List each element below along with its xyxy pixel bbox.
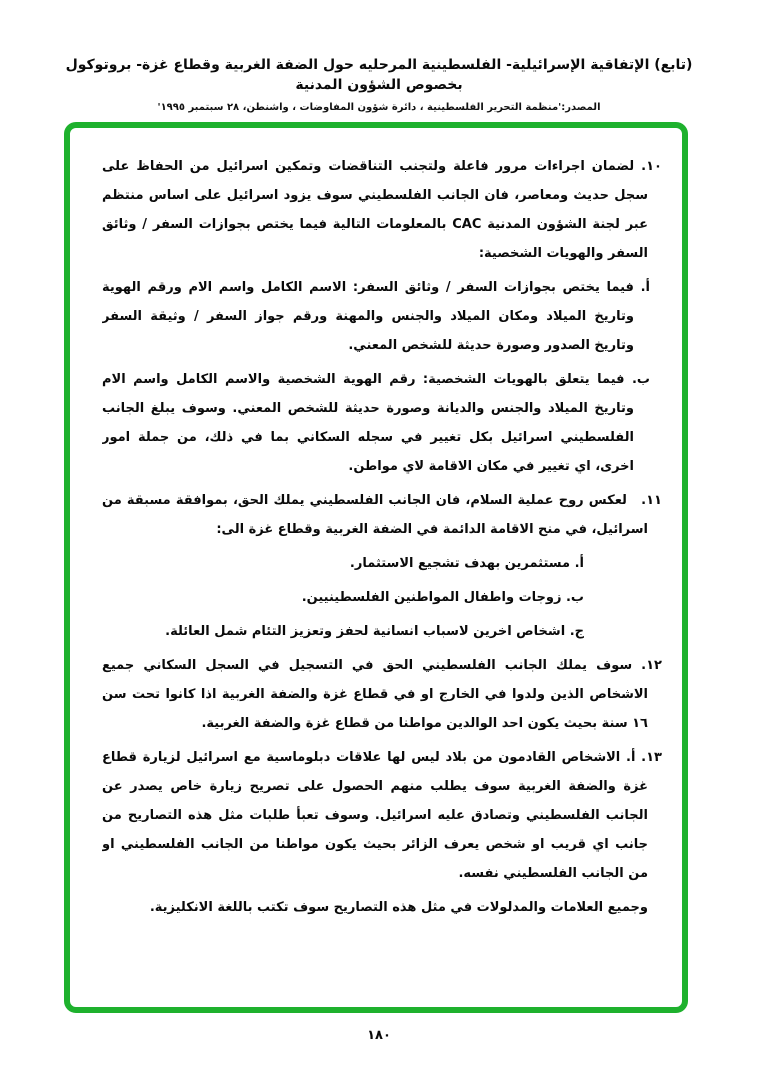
paragraph-item-11-b: ب. زوجات واطفال المواطنين الفلسطينيين. xyxy=(301,590,584,605)
paragraph-item-11-c: ج. اشخاص اخرين لاسباب انسانية لحفز وتعزيز التئام شمل العائلة. xyxy=(165,624,584,639)
document-source-line: المصدر:'منظمة التحرير الفلسطينية ، دائرة شؤون المفاوضات ، واشنطن، ٢٨ سبتمبر ١٩٩٥' xyxy=(157,102,601,114)
page-number: ١٨٠ xyxy=(367,1028,391,1043)
green-border-frame xyxy=(64,122,688,1013)
paragraph-item-10-a: أ. فيما يختص بجوازات السفر / وثائق السفر: الاسم الكامل واسم الام ورقم الهوية وتاريخ الميلاد ومكان الميلاد والجنس والمهنة ورقم جواز السفر / وثيقة السفر وتاريخ الصدور وصورة حديثة للشخص المعني. xyxy=(102,280,650,353)
paragraph-item-13: ١٣. أ. الاشخاص القادمون من بلاد ليس لها علاقات دبلوماسية مع اسرائيل لزيارة قطاع غزة والضفة الغربية سوف يطلب منهم الحصول على تصريح زيارة خاص يصدر عن الجانب الفلسطيني وتصادق عليه اسرائيل. وسوف تعبأ طلبات مثل هذه التصاريح من جانب اي قريب او شخص يعرف الزائر بحيث يكون مواطنا من الجانب الفلسطيني او من الجانب الفلسطيني نفسه. xyxy=(102,750,662,881)
paragraph-item-10-b: ب. فيما يتعلق بالهويات الشخصية: رقم الهوية الشخصية والاسم الكامل واسم الام وتاريخ الميلاد والجنس والديانة وصورة حديثة للشخص المعني. وسوف يبلغ الجانب الفلسطيني اسرائيل بكل تغيير في سجله السكاني بما في ذلك، من جملة امور اخرى، اي تغيير في مكان الاقامة لاي مواطن. xyxy=(102,372,650,474)
paragraph-item-12: ١٢. سوف يملك الجانب الفلسطيني الحق في التسجيل في السجل السكاني جميع الاشخاص الذين ولدوا في الخارج او في قطاع غزة والضفة الغربية اذا كانوا تحت سن ١٦ سنة بحيث يكون احد الوالدين مواطنا من قطاع غزة والضفة الغربية. xyxy=(102,658,662,731)
document-header xyxy=(0,0,758,113)
document-title: (تابع) الإتفاقية الإسرائيلية- الفلسطينية المرحليه حول الضفة الغربية وقطاع غزة- بروتوكول بخصوص الشؤون المدنية xyxy=(65,57,693,93)
paragraph-item-11: ١١. لعكس روح عملية السلام، فان الجانب الفلسطيني يملك الحق، بموافقة مسبقة من اسرائيل، في منح الاقامة الدائمة في الضفة الغربية وقطاع غزة الى: xyxy=(102,493,662,537)
document-body xyxy=(102,152,662,999)
paragraph-item-13-closing: وجميع العلامات والمدلولات في مثل هذه التصاريح سوف تكتب باللغة الانكليزية. xyxy=(149,900,648,915)
paragraph-item-10: ١٠. لضمان اجراءات مرور فاعلة ولتجنب التناقضات وتمكين اسرائيل من الحفاظ على سجل حديث ومعاصر، فان الجانب الفلسطيني سوف يزود اسرائيل على اساس منتظم عبر لجنة الشؤون المدنية CAC بالمعلومات التالية فيما يختص بجوازات السفر / وثائق السفر والهويات الشخصية: xyxy=(102,159,662,261)
paragraph-item-11-a: أ. مستثمرين بهدف تشجيع الاستثمار. xyxy=(349,556,584,571)
